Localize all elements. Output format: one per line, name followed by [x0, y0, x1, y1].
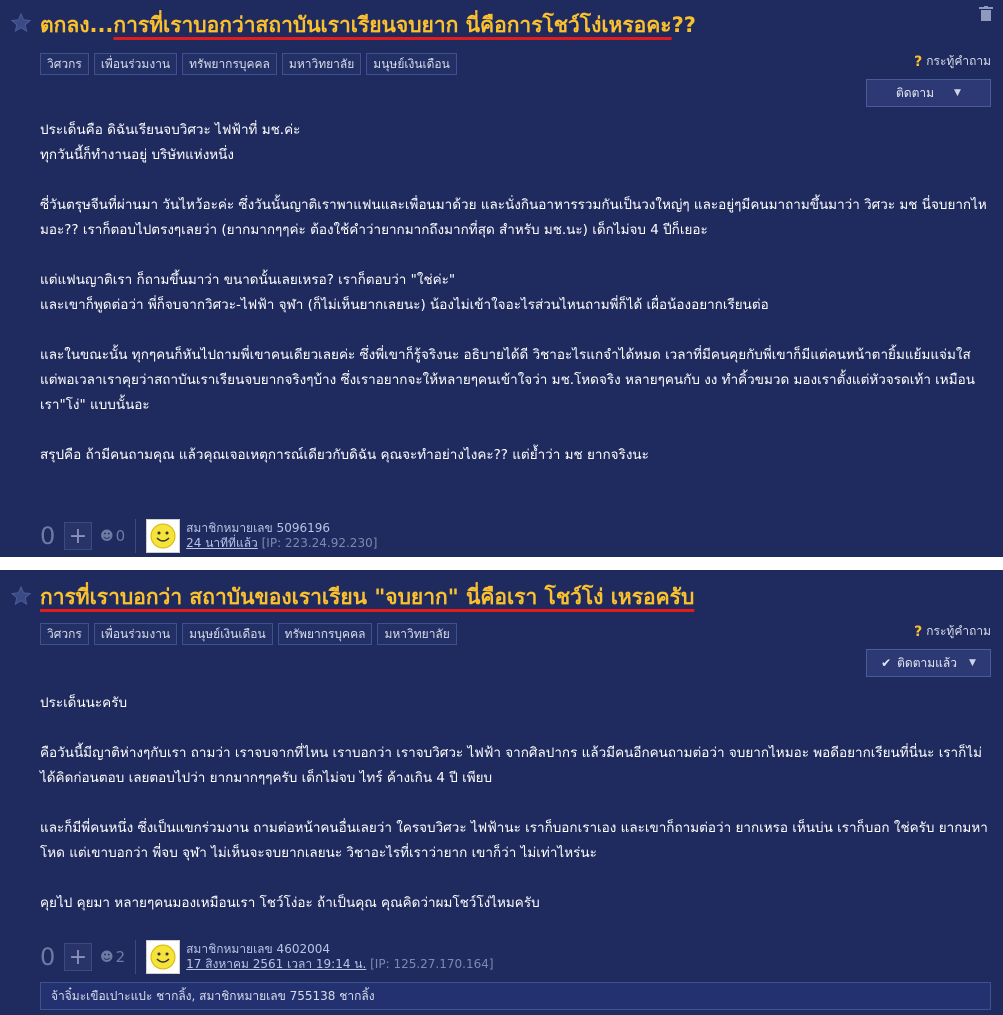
- paragraph: ซี่วันตรุษจีนที่ผ่านมา วันไหว้อะค่ะ ซึ่งวันนั้นญาติเราพาแฟนและเพื่อนมาด้วย และนั่งกินอาหารรวมกันเป็นวงใหญ่ๆ และอยู่ๆมีคนมาถามขึ้นมาว่า วิศวะ มช นี่จบยากไหมอะ?? เราก็ตอบไปตรงๆเลยว่า (ยากมากๆๆค่ะ ต้องใช้คำว่ายากมากถึงมากที่สุด สำหรับ มช.นะ) เด็กไม่จบ 4 ปีก็เยอะ: [40, 197, 987, 238]
- author-meta: [186, 942, 493, 972]
- tag[interactable]: เพื่อนร่วมงาน: [94, 623, 177, 645]
- divider: [135, 940, 136, 974]
- tag-list: [40, 623, 457, 645]
- tag[interactable]: เพื่อนร่วมงาน: [94, 53, 177, 75]
- topic-footer: [40, 519, 377, 553]
- paragraph: สรุปคือ ถ้ามีคนถามคุณ แล้วคุณเจอเหตุการณ์เดียวกับดิฉัน คุณจะทำอย่างไงคะ?? แต่ย้ำว่า มช ยากจริงนะ: [40, 447, 649, 463]
- ip-address: [IP: 125.27.170.164]: [370, 957, 494, 971]
- question-icon: ?: [914, 53, 923, 70]
- trash-icon[interactable]: [979, 6, 993, 22]
- post-time[interactable]: 24 นาทีที่แล้ว: [186, 536, 258, 550]
- topic-footer: [40, 940, 494, 974]
- tag[interactable]: มหาวิทยาลัย: [282, 53, 361, 75]
- tag[interactable]: มหาวิทยาลัย: [377, 623, 456, 645]
- question-type-label: ? กระทู้คำถาม: [914, 53, 991, 70]
- paragraph: คุยไป คุยมา หลายๆคนมองเหมือนเรา โชว์โง่อะ ถ้าเป็นคุณ คุณคิดว่าผมโชว์โง่ไหมครับ: [40, 895, 540, 911]
- topic-body: [40, 691, 991, 916]
- author-name[interactable]: สมาชิกหมายเลข 4602004: [186, 942, 330, 956]
- paragraph: และในขณะนั้น ทุกๆคนก็หันไปถามพี่เขาคนเดียวเลยค่ะ ซึ่งพี่เขาก็รู้จริงนะ อธิบายได้ดี วิชาอะไรแกจำได้หมด เวลาที่มีคนคุยกับพี่เขาก็มีแต่คนหน้าตายิ้มแย้มแจ่มใส แต่พอเวลาเราคุยว่าสถาบันเราเรียนจบยากจริงๆบ้าง ซึ่งเราอยากจะให้หลายๆคนเข้าใจว่า มช.โหดจริง หลายๆคนกับ งง ทำคิ้วขมวด มองเราตั้งแต่หัวจรดเท้า เหมือนเรา"โง่" แบบนั้นอะ: [40, 347, 975, 413]
- vote-count: 0: [40, 943, 56, 971]
- topic-post-2: [0, 570, 1003, 1015]
- emotion-icon: ☻: [100, 528, 114, 544]
- tag[interactable]: ทรัพยากรบุคคล: [182, 53, 277, 75]
- ip-address: [IP: 223.24.92.230]: [261, 536, 378, 550]
- question-icon: ?: [914, 623, 923, 640]
- question-type-label: ? กระทู้คำถาม: [914, 623, 991, 640]
- divider: [135, 519, 136, 553]
- avatar-smiley: [149, 943, 177, 971]
- topic-title: การที่เราบอกว่า สถาบันของเราเรียน "จบยาก" นี่คือเรา โชว์โง่ เหรอครับ: [40, 585, 695, 609]
- paragraph: ประเด็นนะครับ: [40, 695, 128, 711]
- emotion-counter[interactable]: ☻ 0: [100, 527, 126, 545]
- vote-count: 0: [40, 522, 56, 550]
- tag-list: [40, 53, 457, 75]
- topic-title: ตกลง...การที่เราบอกว่าสถาบันเราเรียนจบยาก นี่คือการโชว์โง่เหรอคะ??: [40, 13, 696, 37]
- tag[interactable]: ทรัพยากรบุคคล: [278, 623, 373, 645]
- avatar-smiley: [149, 522, 177, 550]
- plus-icon[interactable]: +: [64, 943, 92, 971]
- paragraph: และก็มีพี่คนหนึ่ง ซึ่งเป็นแขกร่วมงาน ถามต่อหน้าคนอื่นเลยว่า ใครจบวิศวะ ไฟฟ้านะ เราก็บอกเราเอง และเขาก็ถามต่อว่า ยากเหรอ เห็นบ่น เราก็บอก ใช่ครับ ยากมหาโหด แต่เขาบอกว่า พี่จบ จุฬา ไม่เห็นจะจบยากเลยนะ วิชาอะไรที่เราว่ายาก เขาก็ว่า ไม่เท่าไหร่นะ: [40, 820, 988, 861]
- paragraph: คือวันนี้มีญาติห่างๆกับเรา ถามว่า เราจบจากที่ไหน เราบอกว่า เราจบวิศวะ ไฟฟ้า จากศิลปากร แล้วมีคนอีกคนถามต่อว่า จบยากไหมอะ พอดีอยากเรียนที่นี่นะ เราก็ไม่ได้คิดก่อนตอบ เลยตอบไปว่า ยากมากๆๆครับ เด็กไม่จบ ไทร์ ค้างเกิน 4 ปี เพียบ: [40, 745, 983, 786]
- avatar[interactable]: [146, 519, 180, 553]
- post-time[interactable]: 17 สิงหาคม 2561 เวลา 19:14 น.: [186, 957, 367, 971]
- star-icon[interactable]: [10, 12, 32, 34]
- follow-button[interactable]: ติดตาม ▼: [866, 79, 991, 107]
- paragraph: แต่แฟนญาติเรา ก็ถามขึ้นมาว่า ขนาดนั้นเลยเหรอ? เราก็ตอบว่า "ใช่ค่ะ" และเขาก็พูดต่อว่า พี่ก็จบจากวิศวะ-ไฟฟ้า จุฬา (ก็ไม่เห็นยากเลยนะ) น้องไม่เข้าใจอะไรส่วนไหนถามพี่ก็ได้ เผื่อน้องอยากเรียนต่อ: [40, 272, 769, 313]
- avatar[interactable]: [146, 940, 180, 974]
- star-icon[interactable]: [10, 585, 32, 607]
- emotion-counter[interactable]: ☻ 2: [100, 948, 126, 966]
- following-button[interactable]: ✔ ติดตามแล้ว ▼: [866, 649, 991, 677]
- tag[interactable]: วิศวกร: [40, 623, 89, 645]
- emotion-icon: ☻: [100, 949, 114, 965]
- tag[interactable]: วิศวกร: [40, 53, 89, 75]
- chevron-down-icon: ▼: [954, 88, 961, 98]
- check-icon: ✔: [881, 656, 892, 670]
- tag[interactable]: มนุษย์เงินเดือน: [366, 53, 457, 75]
- topic-body: [40, 118, 991, 468]
- author-name[interactable]: สมาชิกหมายเลข 5096196: [186, 521, 330, 535]
- plus-icon[interactable]: +: [64, 522, 92, 550]
- chevron-down-icon: ▼: [969, 658, 976, 668]
- paragraph: ประเด็นคือ ดิฉันเรียนจบวิศวะ ไฟฟ้าที่ มช.ค่ะ ทุกวันนี้ก็ทำงานอยู่ บริษัทแห่งหนึ่ง: [40, 122, 301, 163]
- reaction-members-bar[interactable]: จ้าจิ๋มะเขือเปาะแปะ ชากลิ้ง, สมาชิกหมายเลข 755138 ชากลิ้ง: [40, 982, 991, 1010]
- tag[interactable]: มนุษย์เงินเดือน: [182, 623, 273, 645]
- author-meta: [186, 521, 377, 551]
